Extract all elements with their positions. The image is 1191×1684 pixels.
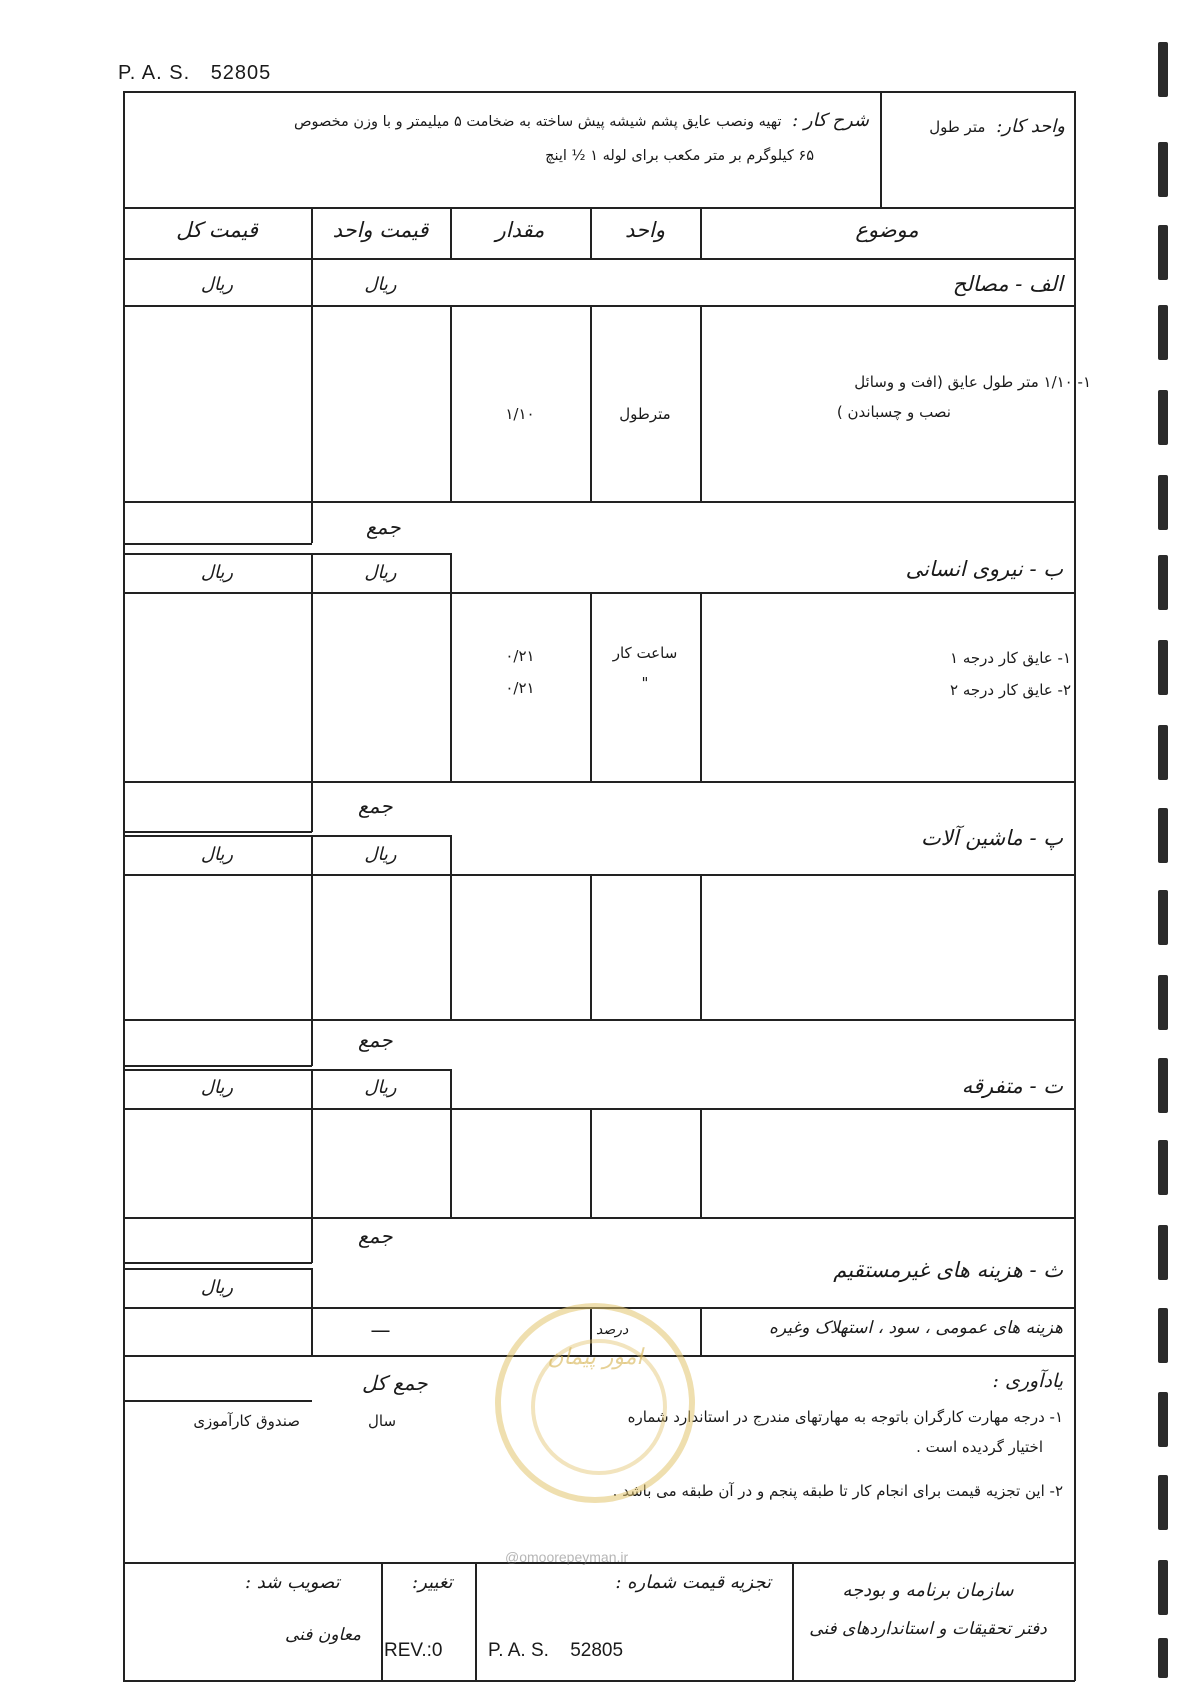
binding-mark <box>1158 1140 1168 1195</box>
labor-items <box>771 642 1071 706</box>
footer-pas-number: 52805 <box>570 1640 624 1661</box>
labor-rial-total: ریال <box>200 562 234 583</box>
binding-mark <box>1158 1308 1168 1363</box>
labor-item-2: ۲- عایق کار درجه ۲ <box>949 681 1071 699</box>
materials-sum-label: جمع <box>366 515 401 539</box>
footer-pas <box>488 1640 623 1662</box>
binding-mark <box>1158 1560 1168 1615</box>
work-unit-value: متر طول <box>929 118 986 136</box>
binding-mark <box>1158 142 1168 197</box>
binding-mark <box>1158 890 1168 945</box>
misc-rial-total: ریال <box>200 1077 234 1098</box>
section-misc-title: ت - متفرقه <box>961 1074 1063 1098</box>
section-labor-title: ب - نیروی انسانی <box>905 557 1063 581</box>
materials-quantity: ۱/۱۰ <box>505 405 535 423</box>
footer-org <box>793 1572 1063 1648</box>
labor-quantities: ۰/۲۱ ۰/۲۱ <box>505 647 535 697</box>
footer-change-label: تغییر: <box>412 1572 453 1593</box>
binding-mark <box>1158 225 1168 280</box>
binding-mark <box>1158 475 1168 530</box>
binding-mark <box>1158 555 1168 610</box>
binding-mark <box>1158 1638 1168 1678</box>
code-number: 52805 <box>210 62 272 84</box>
note-1-line-1: ۱- درجه مهارت کارگران باتوجه به مهارتهای مندرج در استاندارد شماره <box>627 1408 1063 1426</box>
grand-total-year: سال <box>368 1412 397 1430</box>
work-desc-label: شرح کار : <box>792 110 869 131</box>
overhead-label: هزینه های عمومی ، سود ، استهلاک وغیره <box>768 1318 1063 1338</box>
org-line-2: دفتر تحقیقات و استانداردهای فنی <box>809 1619 1047 1639</box>
misc-rial-unit: ریال <box>364 1077 397 1098</box>
binding-mark <box>1158 390 1168 445</box>
materials-unit: مترطول <box>619 405 671 423</box>
materials-rial-total: ریال <box>200 274 234 295</box>
org-line-1: سازمان برنامه و بودجه <box>842 1580 1014 1601</box>
machinery-sum-label: جمع <box>358 1028 393 1052</box>
materials-rial-unit: ریال <box>364 274 397 295</box>
note-2: ۲- این تجزیه قیمت برای انجام کار تا طبقه پنجم و در آن طبقه می باشد . <box>612 1482 1063 1500</box>
work-description <box>144 104 869 173</box>
labor-item-1: ۱- عایق کار درجه ۱ <box>949 649 1071 667</box>
col-subject: موضوع <box>855 218 919 242</box>
work-unit <box>929 116 1065 137</box>
overhead-percent-label: درصد <box>596 1322 629 1338</box>
labor-rial-unit: ریال <box>364 562 397 583</box>
binding-mark <box>1158 1225 1168 1280</box>
overhead-dash: — <box>370 1318 391 1342</box>
work-desc-line1: شرح کار : تهیه ونصب عایق پشم شیشه پیش ساخته به ضخامت ۵ میلیمتر و با وزن مخصوص <box>294 110 869 131</box>
col-quantity: مقدار <box>495 218 545 242</box>
binding-mark <box>1158 725 1168 780</box>
binding-mark <box>1158 640 1168 695</box>
binding-mark <box>1158 1475 1168 1530</box>
misc-sum-label: جمع <box>358 1224 393 1248</box>
site-watermark: @omoorepeyman.ir <box>505 1549 629 1565</box>
machinery-rial-unit: ریال <box>364 844 397 865</box>
binding-mark <box>1158 808 1168 863</box>
binding-mark <box>1158 975 1168 1030</box>
indirect-rial-total: ریال <box>200 1277 234 1298</box>
section-materials-title: الف - مصالح <box>952 272 1063 296</box>
note-1-line-2: اختیار گردیده است . <box>916 1438 1043 1456</box>
section-machinery-title: پ - ماشین آلات <box>920 826 1063 850</box>
binding-mark <box>1158 42 1168 97</box>
labor-units: ساعت کار " <box>612 644 678 692</box>
footer-approved-by: معاون فنی <box>285 1625 362 1645</box>
binding-mark <box>1158 1392 1168 1447</box>
notes-title: یادآوری : <box>992 1370 1063 1392</box>
machinery-rial-total: ریال <box>200 844 234 865</box>
col-total-price: قیمت کل <box>176 218 258 242</box>
section-indirect-title: ث - هزینه های غیرمستقیم <box>833 1258 1063 1282</box>
footer-analysis-label: تجزیه قیمت شماره : <box>615 1572 771 1593</box>
document-code <box>118 62 271 85</box>
work-desc-line2: ۶۵ کیلوگرم بر متر مکعب برای لوله ۱ ½ اینچ <box>545 148 814 164</box>
grand-total-label: جمع کل <box>362 1371 428 1395</box>
labor-sum-label: جمع <box>358 794 393 818</box>
binding-mark <box>1158 1058 1168 1113</box>
work-unit-label: واحد کار: <box>996 116 1065 137</box>
binding-mark <box>1158 305 1168 360</box>
footer-approved-label: تصویب شد : <box>245 1572 340 1593</box>
materials-item: ۱- ۱/۱۰ متر طول عایق (افت و وسائل نصب و چسباندن ) <box>836 373 1091 421</box>
footer-pas-label: P. A. S. <box>488 1640 549 1661</box>
col-unit-price: قیمت واحد <box>332 218 429 242</box>
stamp-watermark: امور پیمان <box>495 1303 695 1503</box>
grand-total-fund: صندوق کارآموزی <box>193 1412 300 1430</box>
col-unit: واحد <box>625 218 665 242</box>
footer-rev: REV.:0 <box>384 1640 443 1661</box>
code-label: P. A. S. <box>118 62 191 84</box>
